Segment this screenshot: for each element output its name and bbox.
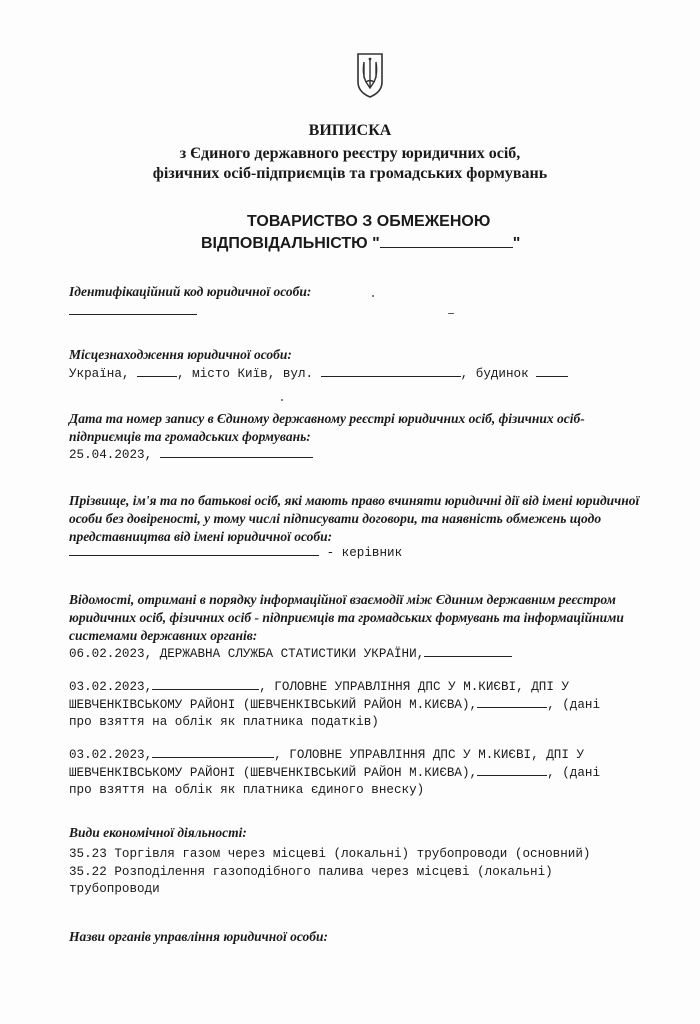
- interaction-label-2: юридичних осіб, фізичних осіб - підприємців та громадських формувань та інформаційними: [69, 610, 624, 625]
- record-date: 25.04.2023,: [69, 448, 153, 462]
- record-label-2: підприємців та громадських формувань:: [69, 429, 311, 444]
- signatory-name-blank: [69, 543, 319, 556]
- company-name-blank: [380, 235, 513, 248]
- location-label: Місцезнаходження юридичної особи:: [69, 347, 292, 362]
- interaction-entry-2-date: 03.02.2023,: [69, 680, 153, 694]
- interaction-entry-3-note-start: , (дані: [547, 766, 601, 780]
- activity-line-3: трубопроводи: [69, 882, 160, 896]
- interaction-entry-2-blank: [152, 677, 259, 690]
- location-building: , будинок: [460, 367, 529, 381]
- document-subtitle-2: фізичних осіб-підприємців та громадських формувань: [152, 165, 548, 182]
- interaction-entry-3-line3: про взяття на облік як платника єдиного внеску): [69, 783, 425, 797]
- interaction-entry-2-district: ШЕВЧЕНКІВСЬКОМУ РАЙОНІ (ШЕВЧЕНКІВСЬКИЙ РАЙОН М.КИЄВА),: [69, 698, 478, 712]
- activity-line-1: 35.23 Торгівля газом через місцеві (локальні) трубопроводи (основний): [69, 847, 591, 861]
- company-name-prefix: ВІДПОВІДАЛЬНІСТЮ ": [201, 235, 380, 252]
- governance-label: Назви органів управління юридичної особи:: [69, 929, 329, 944]
- interaction-entry-1-text: 06.02.2023, ДЕРЖАВНА СЛУЖБА СТАТИСТИКИ УКРАЇНИ,: [69, 647, 425, 661]
- interaction-entry-2-blank-2: [477, 695, 547, 708]
- record-label-1: Дата та номер запису в Єдиному державному реєстрі юридичних осіб, фізичних осіб-: [69, 411, 585, 426]
- trident-emblem-icon: [355, 52, 385, 98]
- record-number-blank: [160, 445, 313, 458]
- document-title: ВИПИСКА: [308, 122, 392, 139]
- activity-line-2: 35.22 Розподілення газоподібного палива через місцеві (локальні): [69, 865, 553, 879]
- interaction-label-1: Відомості, отримані в порядку інформаційної взаємодії між Єдиним державним реєстром: [69, 592, 616, 607]
- interaction-entry-1: [69, 644, 669, 663]
- id-code-label: Ідентифікаційний код юридичної особи:: [69, 284, 312, 299]
- company-name-line2: [201, 235, 520, 253]
- interaction-entry-2-line1: [69, 677, 669, 696]
- activities-label: Види економічної діяльності:: [69, 825, 247, 840]
- record-value: [69, 445, 669, 464]
- interaction-entry-3-blank: [152, 745, 274, 758]
- location-country: Україна,: [69, 367, 130, 381]
- id-code-blank: [69, 314, 197, 315]
- interaction-entry-3-blank-2: [477, 763, 547, 776]
- interaction-entry-1-blank: [424, 644, 512, 657]
- scan-speck: [448, 313, 454, 314]
- scan-speck: [281, 399, 283, 401]
- location-city: , місто Київ, вул.: [177, 367, 314, 381]
- signatories-label-1: Прізвище, ім'я та по батькові осіб, які мають право вчиняти юридичні дії від імені юридичної: [69, 493, 640, 508]
- signatory-entry: [69, 543, 669, 562]
- interaction-label-3: системами державних органів:: [69, 628, 258, 643]
- interaction-entry-3-line2: [69, 763, 669, 782]
- location-region-blank: [137, 364, 177, 377]
- location-street-blank: [321, 364, 461, 377]
- location-building-blank: [536, 364, 568, 377]
- interaction-entry-2-note-start: , (дані: [547, 698, 601, 712]
- interaction-entry-2-line2: [69, 695, 669, 714]
- interaction-entry-3-authority: , ГОЛОВНЕ УПРАВЛІННЯ ДПС У М.КИЄВІ, ДПІ У: [274, 748, 584, 762]
- interaction-entry-2-line3: про взяття на облік як платника податків): [69, 715, 379, 729]
- document-subtitle-1: з Єдиного державного реєстру юридичних осіб,: [179, 145, 521, 162]
- interaction-entry-3-date: 03.02.2023,: [69, 748, 153, 762]
- scan-speck: [372, 295, 374, 297]
- signatory-role: - керівник: [326, 546, 403, 560]
- interaction-entry-3-district: ШЕВЧЕНКІВСЬКОМУ РАЙОНІ (ШЕВЧЕНКІВСЬКИЙ РАЙОН М.КИЄВА),: [69, 766, 478, 780]
- location-value: [69, 364, 669, 383]
- interaction-entry-2-authority: , ГОЛОВНЕ УПРАВЛІННЯ ДПС У М.КИЄВІ, ДПІ У: [259, 680, 569, 694]
- company-name-suffix: ": [512, 235, 521, 252]
- signatories-label-3: представництва від імені юридичної особи:: [69, 529, 333, 544]
- company-name-line1: ТОВАРИСТВО З ОБМЕЖЕНОЮ: [247, 213, 491, 230]
- interaction-entry-3-line1: [69, 745, 669, 764]
- signatories-label-2: особи без довіреності, у тому числі підписувати договори, та наявність обмежень щодо: [69, 511, 602, 526]
